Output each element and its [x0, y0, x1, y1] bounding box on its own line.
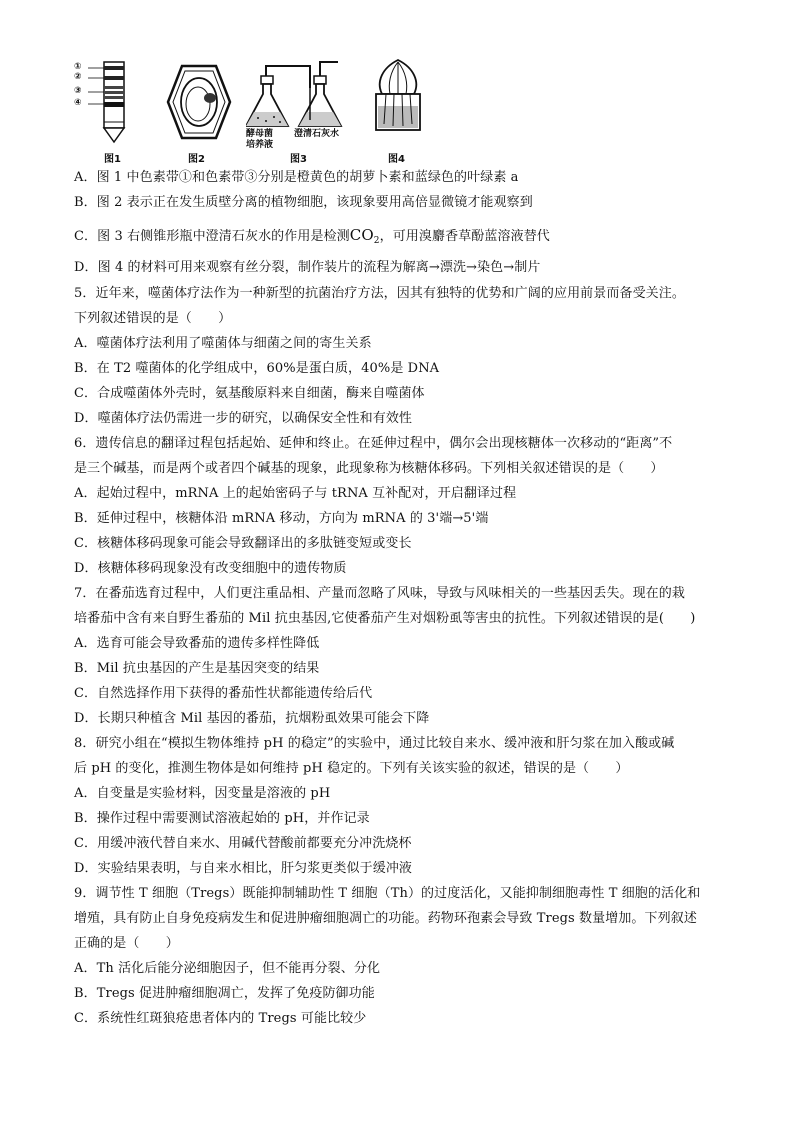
q8-option-a: A．自变量是实验材料，因变量是溶液的 pH	[74, 786, 331, 801]
q7-option-d: D．长期只种植含 Mil 基因的番茄，抗烟粉虱效果可能会下降	[74, 711, 430, 726]
q8-option-d: D．实验结果表明，与自来水相比，肝匀浆更类似于缓冲液	[74, 861, 413, 876]
figure-1-label: 图1	[104, 154, 121, 165]
figure-row	[74, 58, 434, 166]
q9-stem-line3: 正确的是（ ）	[74, 936, 179, 951]
q7-stem-line2: 培番茄中含有来自野生番茄的 Mil 抗虫基因,它使番茄产生对烟粉虱等害虫的抗性。下列叙述错误的是( )	[74, 611, 696, 626]
q9-option-a: A．Th 活化后能分泌细胞因子，但不能再分裂、分化	[74, 961, 381, 976]
q8-option-b: B．操作过程中需要测试溶液起始的 pH，并作记录	[74, 811, 370, 826]
co2-formula	[350, 226, 380, 244]
q5-stem-line2: 下列叙述错误的是（ ）	[74, 311, 232, 326]
q7-option-a: A．选育可能会导致番茄的遗传多样性降低	[74, 636, 320, 651]
band-marker-4: ④	[74, 98, 82, 108]
figure-4-onion-root	[368, 58, 428, 165]
q9-stem-line2: 增殖，具有防止自身免疫病发生和促进肿瘤细胞凋亡的功能。药物环孢素会导致 Tregs 数量增加。下列叙述	[74, 911, 697, 926]
q7-stem-line1: 7．在番茄选育过程中，人们更注重品相、产量而忽略了风味，导致与风味相关的一些基因丢失。现在的栽	[74, 586, 685, 601]
band-marker-1: ①	[74, 62, 82, 72]
q6-stem-line2: 是三个碱基，而是两个或者四个碱基的现象，此现象称为核糖体移码。下列相关叙述错误的是（ ）	[74, 461, 664, 476]
figure-3-label: 图3	[290, 154, 307, 165]
co2-base: CO	[349, 226, 374, 244]
q5-option-d: D．噬菌体疗法仍需进一步的研究，以确保安全性和有效性	[74, 411, 413, 426]
band-marker-3: ③	[74, 86, 82, 96]
band-marker-2: ②	[74, 72, 82, 82]
co2-subscript: 2	[373, 236, 380, 246]
q8-option-c: C．用缓冲液代替自来水、用碱代替酸前都要充分冲洗烧杯	[74, 836, 412, 851]
q6-option-d: D．核糖体移码现象没有改变细胞中的遗传物质	[74, 561, 347, 576]
figure-2-label: 图2	[188, 154, 205, 165]
figure-1-pigment-strip	[74, 58, 134, 165]
limewater-label: 澄清石灰水	[294, 129, 340, 139]
q5-option-a: A．噬菌体疗法利用了噬菌体与细菌之间的寄生关系	[74, 336, 372, 351]
q8-stem-line1: 8．研究小组在“模拟生物体维持 pH 的稳定”的实验中，通过比较自来水、缓冲液和肝匀浆在加入酸或碱	[74, 736, 675, 751]
q4-option-c-before: C．图 3 右侧锥形瓶中澄清石灰水的作用是检测	[74, 229, 350, 244]
q9-option-c: C．系统性红斑狼疮患者体内的 Tregs 可能比较少	[74, 1011, 367, 1026]
q5-option-c: C．合成噬菌体外壳时，氨基酸原料来自细菌，酶来自噬菌体	[74, 386, 425, 401]
yeast-culture-label-line1: 酵母菌	[246, 129, 274, 139]
q4-option-b: B．图 2 表示正在发生质壁分离的植物细胞，该现象要用高倍显微镜才能观察到	[74, 195, 533, 210]
q6-option-a: A．起始过程中，mRNA 上的起始密码子与 tRNA 互补配对，开启翻译过程	[74, 486, 517, 501]
q9-option-b: B．Tregs 促进肿瘤细胞凋亡，发挥了免疫防御功能	[74, 986, 375, 1001]
yeast-culture-label-line2: 培养液	[246, 140, 274, 150]
figure-2-plant-cell	[164, 58, 234, 165]
q4-option-c-after: ，可用溴麝香草酚蓝溶液替代	[379, 229, 550, 244]
q8-stem-line2: 后 pH 的变化，推测生物体是如何维持 pH 稳定的。下列有关该实验的叙述，错误的是（ ）	[74, 761, 629, 776]
q9-stem-line1: 9．调节性 T 细胞（Tregs）既能抑制辅助性 T 细胞（Th）的过度活化，又能抑制细胞毒性 T 细胞的活化和	[74, 886, 701, 901]
q4-option-a: A．图 1 中色素带①和色素带③分别是橙黄色的胡萝卜素和蓝绿色的叶绿素 a	[74, 170, 519, 185]
q4-option-d: D．图 4 的材料可用来观察有丝分裂，制作装片的流程为解离→漂洗→染色→制片	[74, 260, 541, 275]
q7-option-b: B．Mil 抗虫基因的产生是基因突变的结果	[74, 661, 320, 676]
q6-option-b: B．延伸过程中，核糖体沿 mRNA 移动，方向为 mRNA 的 3'端→5'端	[74, 511, 489, 526]
q5-option-b: B．在 T2 噬菌体的化学组成中，60%是蛋白质，40%是 DNA	[74, 361, 440, 376]
q4-option-c	[74, 226, 550, 250]
q6-option-c: C．核糖体移码现象可能会导致翻译出的多肽链变短或变长	[74, 536, 412, 551]
figure-4-label: 图4	[388, 154, 405, 165]
q6-stem-line1: 6．遗传信息的翻译过程包括起始、延伸和终止。在延伸过程中，偶尔会出现核糖体一次移动的“距离”不	[74, 436, 673, 451]
figure-3-flask-setup	[246, 58, 356, 165]
q7-option-c: C．自然选择作用下获得的番茄性状都能遗传给后代	[74, 686, 373, 701]
q5-stem-line1: 5．近年来，噬菌体疗法作为一种新型的抗菌治疗方法，因其有独特的优势和广阔的应用前景而备受关注。	[74, 286, 685, 301]
